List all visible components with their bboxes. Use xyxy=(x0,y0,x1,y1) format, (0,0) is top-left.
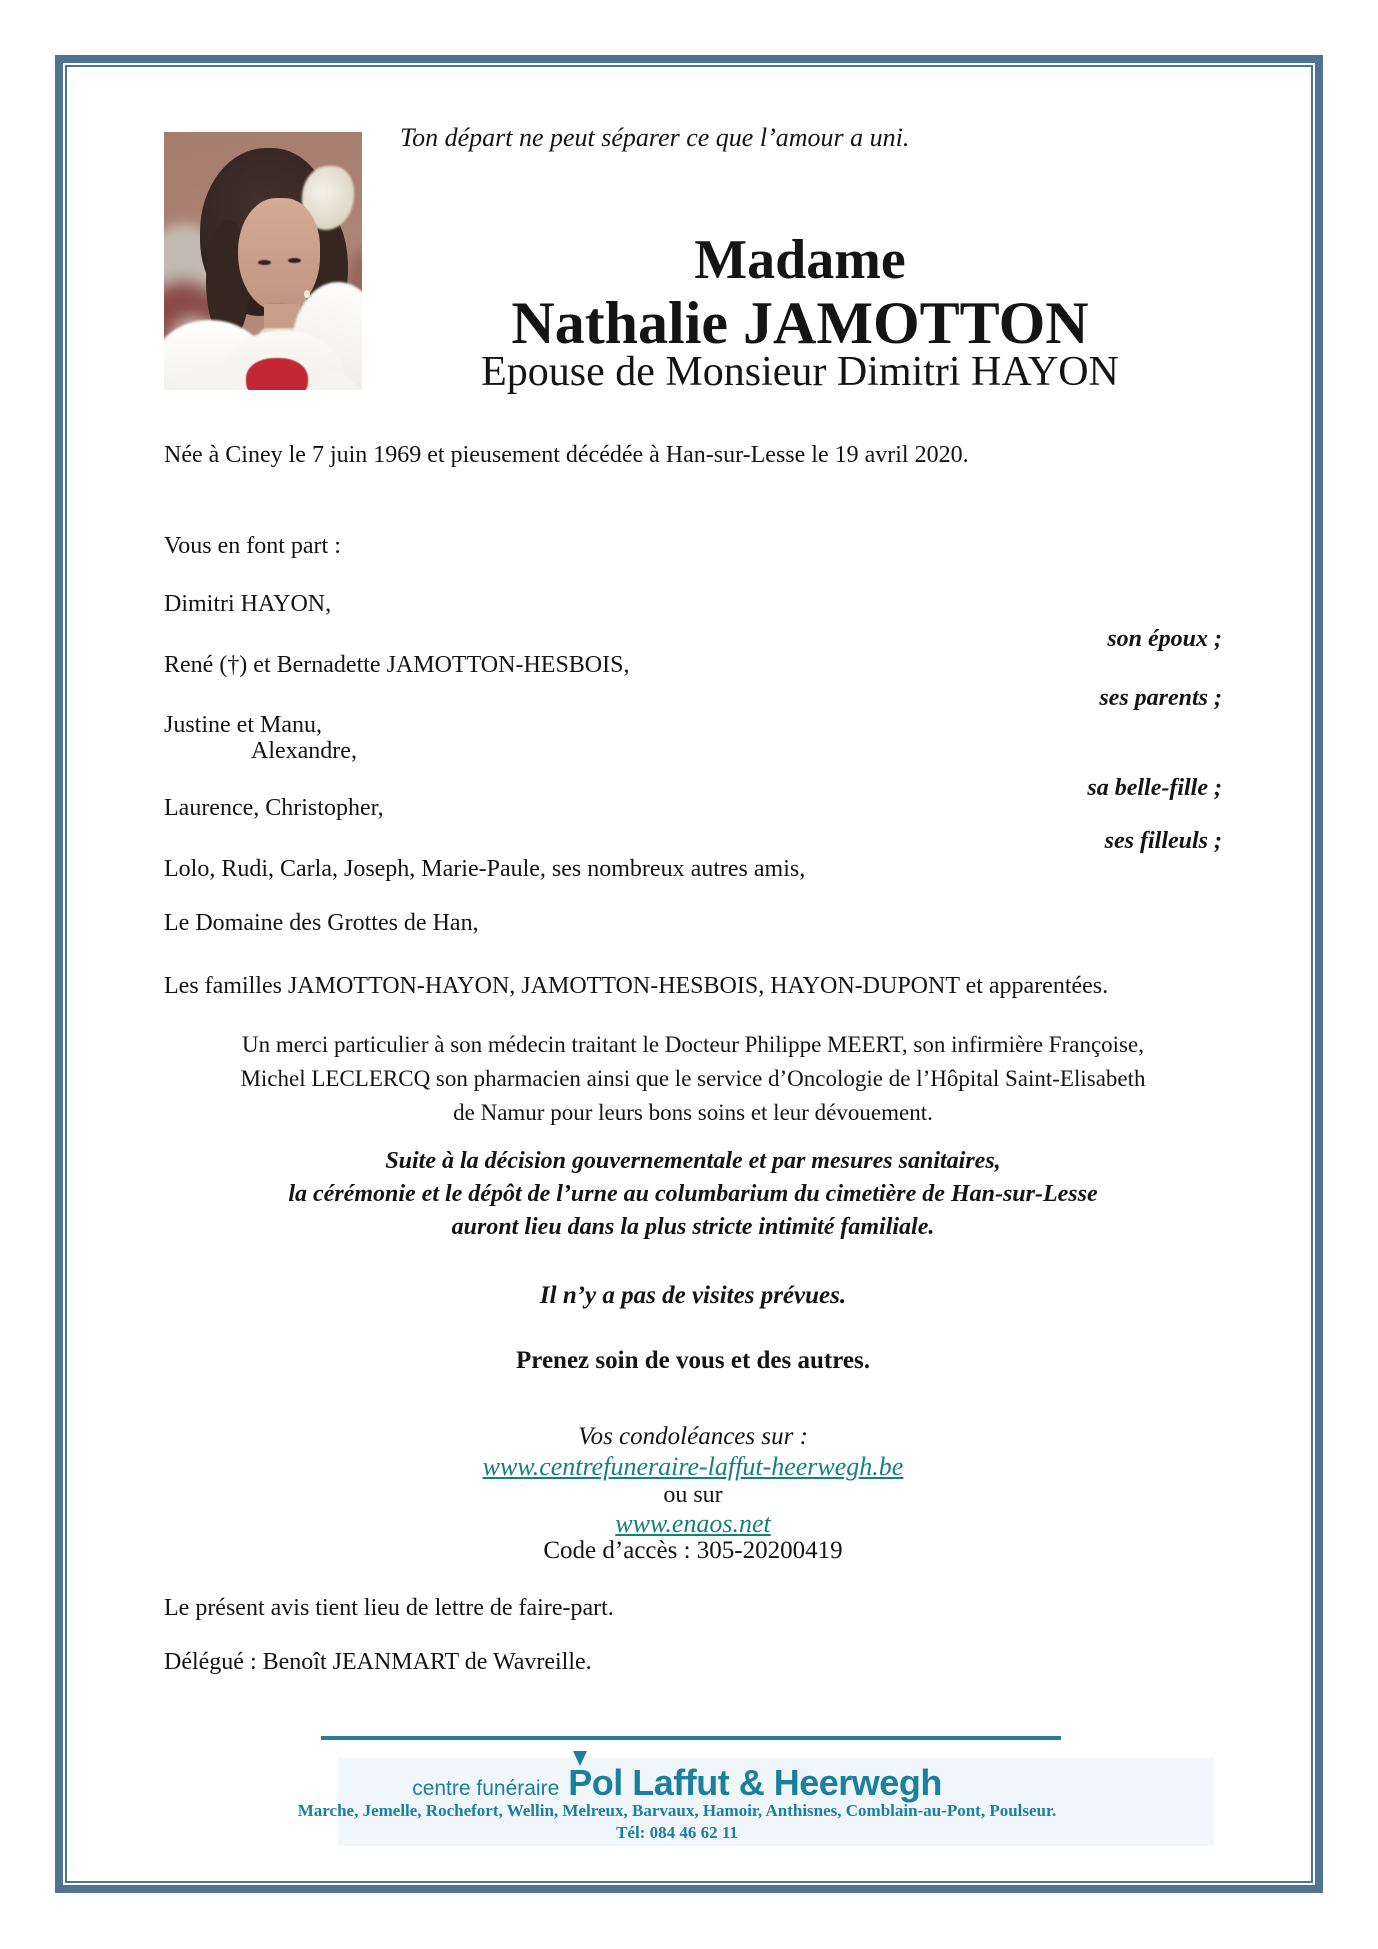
announcement-intro: Vous en font part : xyxy=(164,533,341,559)
relation-label: ses filleuls ; xyxy=(1104,828,1222,854)
footer-divider-line xyxy=(321,1736,1061,1740)
relation-label: son époux ; xyxy=(1107,626,1222,652)
title-madame: Madame xyxy=(694,229,906,291)
relation-names: René (†) et Bernadette JAMOTTON-HESBOIS, xyxy=(164,652,630,678)
relation-names: Lolo, Rudi, Carla, Joseph, Marie-Paule, ses nombreux autres amis, xyxy=(164,856,806,882)
relation-names: Alexandre, xyxy=(251,738,357,764)
thanks-line: Un merci particulier à son médecin traitant le Docteur Philippe MEERT, son infirmière Françoise, xyxy=(242,1032,1144,1057)
deceased-name: Nathalie JAMOTTON xyxy=(511,290,1089,356)
portrait-photo xyxy=(164,132,362,390)
photo-eye xyxy=(288,258,301,263)
delegate-line: Délégué : Benoît JEANMART de Wavreille. xyxy=(164,1649,592,1675)
photo-earring xyxy=(304,290,310,298)
condolences-intro: Vos condoléances sur : xyxy=(578,1423,808,1450)
brand-name-text: Pol Laffut & Heerwegh xyxy=(568,1762,942,1803)
relation-names: Les familles JAMOTTON-HAYON, JAMOTTON-HESBOIS, HAYON-DUPONT et apparentées. xyxy=(164,973,1109,999)
relation-label: ses parents ; xyxy=(1099,685,1222,711)
funeral-home-phone: Tél: 084 46 62 11 xyxy=(616,1823,738,1842)
ceremony-line: auront lieu dans la plus stricte intimité familiale. xyxy=(451,1214,935,1240)
memorial-quote: Ton départ ne peut séparer ce que l’amour a uni. xyxy=(400,123,910,152)
take-care-line: Prenez soin de vous et des autres. xyxy=(516,1347,870,1374)
brand-small-text: centre funéraire xyxy=(412,1777,560,1800)
photo-eye xyxy=(258,260,271,265)
photo-red-dress xyxy=(246,358,308,390)
relation-names: Justine et Manu, xyxy=(164,712,322,738)
relation-label: sa belle-fille ; xyxy=(1087,775,1222,801)
relation-names: Dimitri HAYON, xyxy=(164,591,332,617)
ceremony-paragraph xyxy=(164,1145,1222,1244)
condolences-or-text: ou sur xyxy=(663,1482,723,1508)
condolences-link-centrefuneraire[interactable]: www.centrefuneraire-laffut-heerwegh.be xyxy=(482,1452,904,1481)
funeral-home-brand xyxy=(164,1762,1190,1804)
spouse-subtitle: Epouse de Monsieur Dimitri HAYON xyxy=(481,349,1119,395)
notice-line: Le présent avis tient lieu de lettre de faire-part. xyxy=(164,1595,614,1621)
thanks-paragraph xyxy=(164,1028,1222,1130)
funeral-home-locations: Marche, Jemelle, Rochefort, Wellin, Melreux, Barvaux, Hamoir, Anthisnes, Comblain-au-Pont, Poulseur. xyxy=(297,1801,1057,1820)
birth-death-line: Née à Ciney le 7 juin 1969 et pieusement décédée à Han-sur-Lesse le 19 avril 2020. xyxy=(164,442,969,468)
thanks-line: de Namur pour leurs bons soins et leur dévouement. xyxy=(453,1100,933,1125)
relation-names: Laurence, Christopher, xyxy=(164,795,384,821)
thanks-line: Michel LECLERCQ son pharmacien ainsi que le service d’Oncologie de l’Hôpital Saint-Elisabeth xyxy=(240,1066,1146,1091)
access-code: Code d’accès : 305-20200419 xyxy=(543,1537,843,1564)
no-visits-line: Il n’y a pas de visites prévues. xyxy=(539,1282,847,1309)
condolences-link-enaos[interactable]: www.enaos.net xyxy=(615,1509,771,1538)
ceremony-line: la cérémonie et le dépôt de l’urne au columbarium du cimetière de Han-sur-Lesse xyxy=(288,1181,1098,1207)
ceremony-line: Suite à la décision gouvernementale et par mesures sanitaires, xyxy=(385,1148,1001,1174)
relation-names: Le Domaine des Grottes de Han, xyxy=(164,910,479,936)
